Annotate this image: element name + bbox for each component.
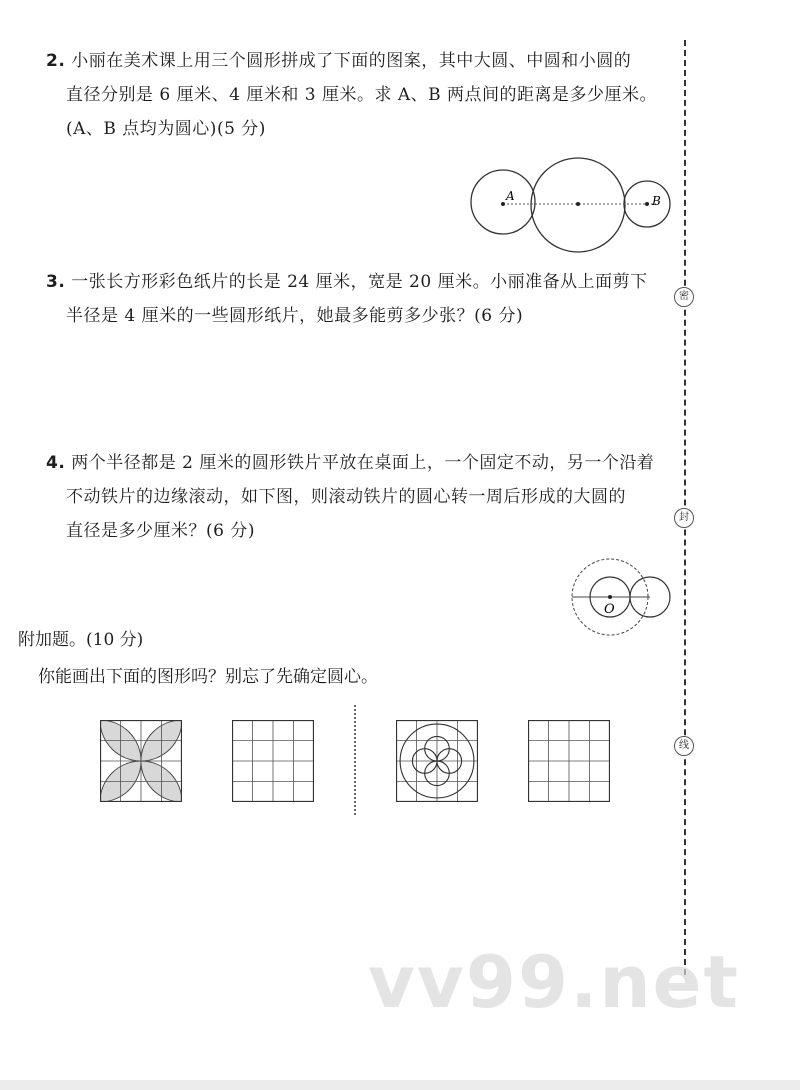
question-4: [46, 446, 676, 548]
question-line: 一张长方形彩色纸片的长是 24 厘米，宽是 20 厘米。小丽准备从上面剪下: [71, 272, 648, 292]
center-o: [608, 595, 612, 599]
empty-grid-2: [528, 720, 610, 802]
question-line: 直径是多少厘米？(6 分): [66, 521, 255, 541]
question-line: 两个半径都是 2 厘米的圆形铁片平放在桌面上，一个固定不动，另一个沿着: [71, 453, 655, 473]
label-o: O: [604, 602, 615, 617]
circle-flower-figure: [396, 720, 478, 802]
point-b: [645, 202, 649, 206]
seal-mark: 封: [674, 508, 694, 528]
question-2: [46, 44, 676, 146]
watermark: vv99.net: [368, 940, 740, 1024]
question-line: 小丽在美术课上用三个圆形拼成了下面的图案，其中大圆、中圆和小圆的: [71, 51, 632, 71]
seal-mark: 密: [674, 287, 694, 307]
question-line: 半径是 4 厘米的一些圆形纸片，她最多能剪多少张？(6 分): [66, 306, 524, 326]
point-a: [501, 202, 505, 206]
question-line: 直径分别是 6 厘米、4 厘米和 3 厘米。求 A、B 两点间的距离是多少厘米。: [66, 85, 658, 105]
petal-pattern-figure: [100, 720, 182, 802]
empty-grid-1: [232, 720, 314, 802]
question-number: 4.: [46, 453, 66, 473]
question-3: [46, 265, 676, 333]
question-line: 不动铁片的边缘滚动，如下图，则滚动铁片的圆心转一周后形成的大圆的: [66, 487, 626, 507]
question-line: (A、B 点均为圆心)(5 分): [66, 119, 266, 139]
three-circles-figure: [466, 152, 678, 256]
label-a: A: [506, 189, 515, 203]
label-b: B: [652, 194, 661, 208]
footer-bar: [0, 1080, 800, 1090]
divider-dotted: [354, 705, 356, 815]
center-point: [576, 202, 580, 206]
seal-mark: 线: [674, 736, 694, 756]
question-number: 3.: [46, 272, 66, 292]
bonus-prompt: 你能画出下面的图形吗？别忘了先确定圆心。: [38, 667, 378, 687]
question-number: 2.: [46, 51, 66, 71]
bonus-title: 附加题。(10 分): [18, 630, 144, 650]
rolling-circles-figure: [566, 555, 676, 637]
